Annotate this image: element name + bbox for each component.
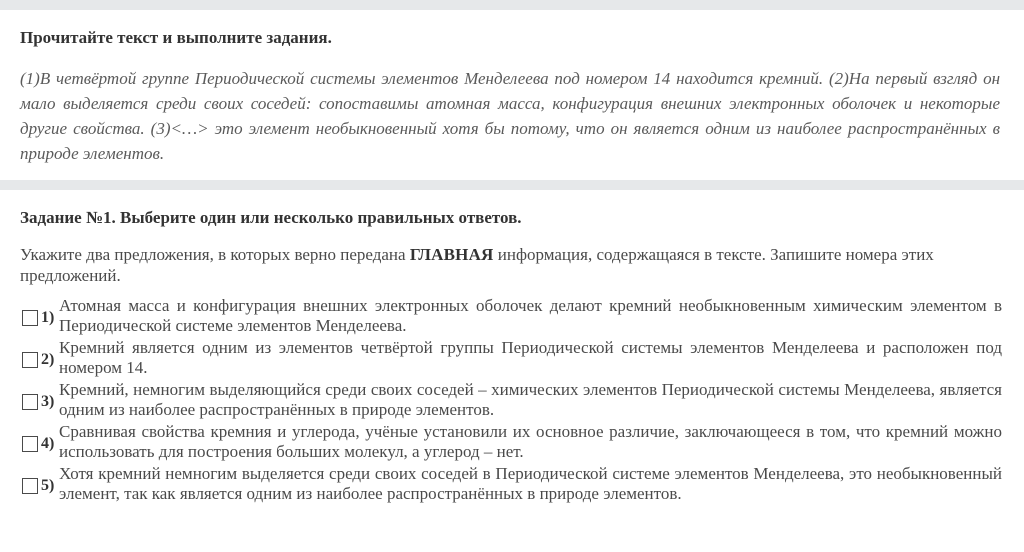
answer-checkbox-5[interactable] (22, 478, 38, 494)
task-instruction (20, 244, 1002, 286)
answer-checkbox-4[interactable] (22, 436, 38, 452)
option-number: 5) (41, 477, 55, 494)
reading-passage: (1)В четвёртой группе Периодической системы элементов Менделеева под номером 14 находится кремний. (2)На первый взгляд он мало выделяется среди своих соседей: сопоставимы атомная масса, конфигурация внешних электронных оболочек и некоторые другие свойства. (3)<…> это элемент необыкновенный хотя бы потому, что он является одним из наиболее распространённых в природе элементов. (20, 69, 1000, 163)
option-text: Кремний, немногим выделяющийся среди своих соседей – химических элементов Периодической системы Менделеева, является одним из наиболее распространённых в природе элементов. (59, 380, 1002, 419)
answer-checkbox-2[interactable] (22, 352, 38, 368)
task-heading: Задание №1. Выберите один или несколько правильных ответов. (20, 208, 522, 227)
option-number: 4) (41, 435, 55, 452)
reading-heading: Прочитайте текст и выполните задания. (20, 28, 332, 47)
option-number: 2) (41, 351, 55, 368)
section-divider (0, 180, 1024, 190)
instruction-emphasis: ГЛАВНАЯ (409, 245, 494, 264)
option-number: 1) (41, 309, 55, 326)
answer-option-1 (20, 296, 1002, 338)
option-text: Хотя кремний немногим выделяется среди своих соседей в Периодической системе элементов Менделеева, это необыкновенный элемент, так как является одним из наиболее распространённых в природе элементов. (59, 464, 1002, 503)
answer-option-2 (20, 338, 1002, 380)
instruction-text-after: информация, содержащаяся в тексте. Запишите номера этих предложений. (20, 245, 934, 285)
answer-options (20, 296, 1002, 506)
option-number: 3) (41, 393, 55, 410)
option-text: Атомная масса и конфигурация внешних электронных оболочек делают кремний необыкновенным химическим элементом в Периодической системе элементов Менделеева. (59, 296, 1002, 335)
option-text: Сравнивая свойства кремния и углерода, учёные установили их основное различие, заключающееся в том, что кремний можно использовать для построения больших молекул, а углерод – нет. (59, 422, 1002, 461)
option-text: Кремний является одним из элементов четвёртой группы Периодической системы элементов Менделеева и расположен под номером 14. (59, 338, 1002, 377)
answer-option-4 (20, 422, 1002, 464)
answer-option-3 (20, 380, 1002, 422)
answer-checkbox-3[interactable] (22, 394, 38, 410)
instruction-text-before: Укажите два предложения, в которых верно передана (20, 245, 410, 264)
answer-checkbox-1[interactable] (22, 310, 38, 326)
top-divider (0, 0, 1024, 10)
answer-option-5 (20, 464, 1002, 506)
